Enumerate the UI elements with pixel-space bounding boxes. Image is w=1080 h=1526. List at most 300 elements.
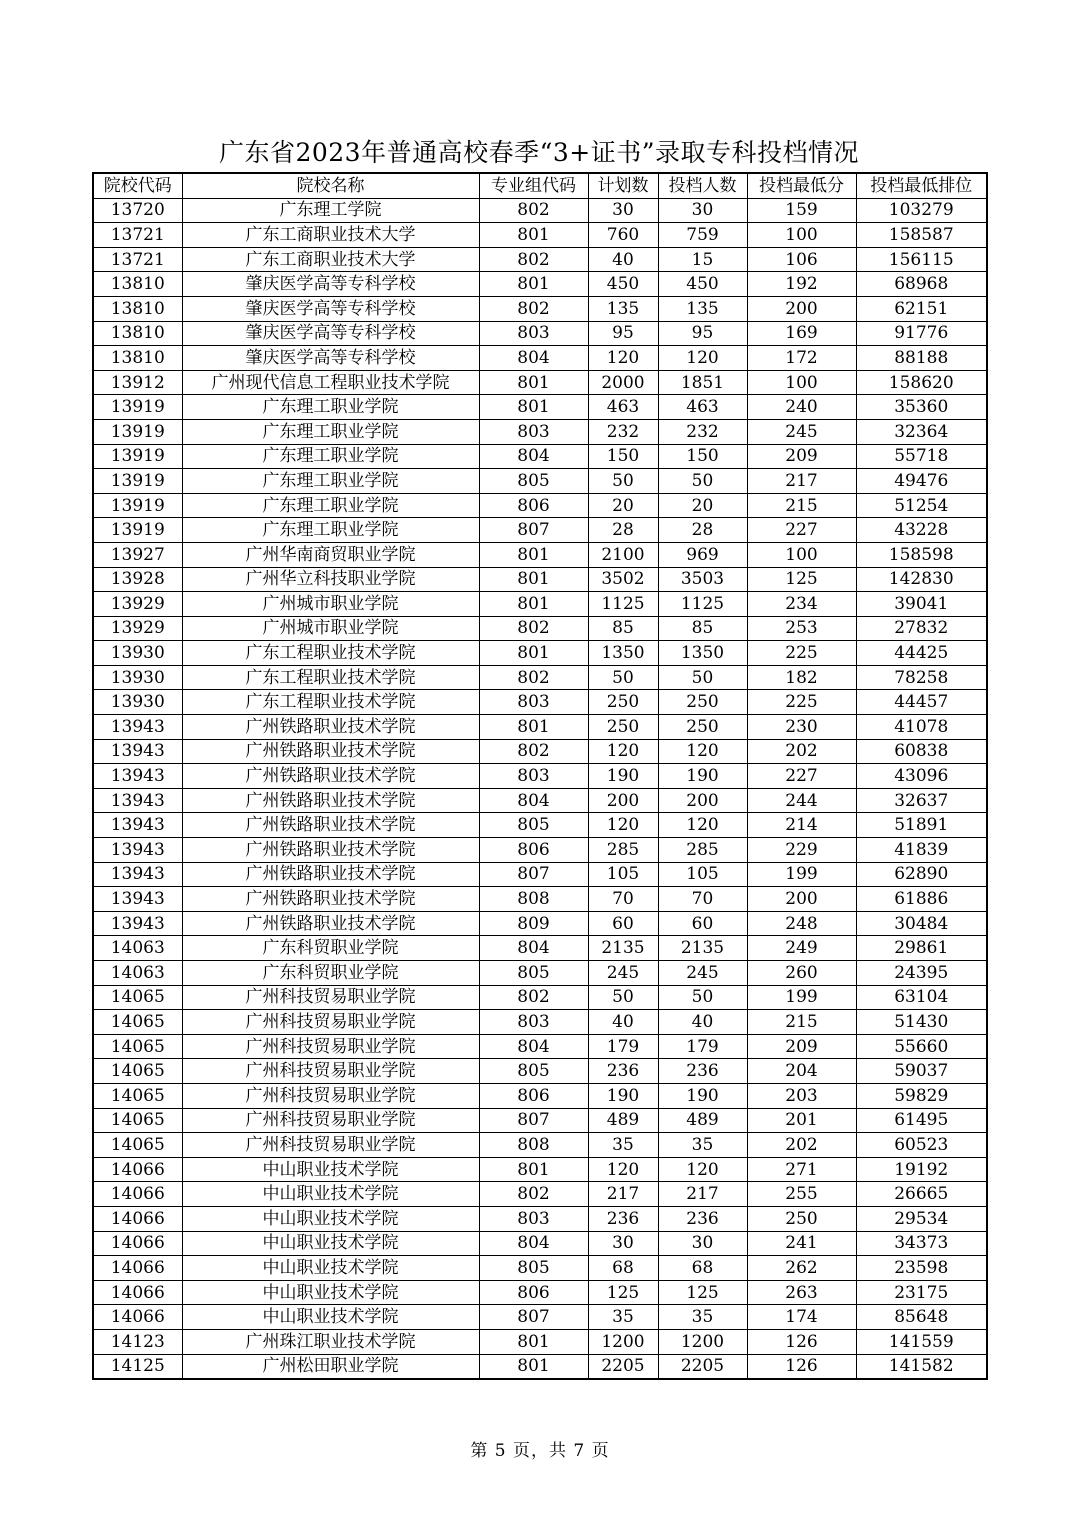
school-name-cell: 中山职业技术学院 — [182, 1280, 479, 1305]
group-code-cell: 801 — [479, 592, 588, 617]
school-name-cell: 广州铁路职业技术学院 — [182, 788, 479, 813]
school-name-cell: 广州城市职业学院 — [182, 592, 479, 617]
admitted-count-cell: 35 — [658, 1133, 747, 1158]
min-score-cell: 230 — [747, 715, 856, 740]
admitted-count-cell: 1200 — [658, 1329, 747, 1354]
school-code-cell: 14066 — [93, 1305, 182, 1330]
header-row — [93, 173, 987, 198]
table-row — [93, 1256, 987, 1281]
admitted-count-cell: 50 — [658, 985, 747, 1010]
group-code-cell: 804 — [479, 1034, 588, 1059]
school-code-cell: 14066 — [93, 1231, 182, 1256]
min-score-cell: 100 — [747, 223, 856, 248]
group-code-cell: 808 — [479, 1133, 588, 1158]
group-code-cell: 806 — [479, 493, 588, 518]
plan-count-cell: 30 — [588, 1231, 658, 1256]
group-code-cell: 804 — [479, 936, 588, 961]
group-code-cell: 805 — [479, 469, 588, 494]
admitted-count-cell: 450 — [658, 272, 747, 297]
plan-count-cell: 125 — [588, 1280, 658, 1305]
table-row — [93, 887, 987, 912]
school-code-cell: 13721 — [93, 247, 182, 272]
admitted-count-cell: 3503 — [658, 567, 747, 592]
plan-count-cell: 190 — [588, 1083, 658, 1108]
min-score-cell: 172 — [747, 346, 856, 371]
min-score-cell: 182 — [747, 665, 856, 690]
min-rank-cell: 59037 — [856, 1059, 987, 1084]
table-row — [93, 936, 987, 961]
plan-count-cell: 1200 — [588, 1329, 658, 1354]
min-score-cell: 215 — [747, 493, 856, 518]
plan-count-cell: 2000 — [588, 370, 658, 395]
school-name-cell: 广州华立科技职业学院 — [182, 567, 479, 592]
min-rank-cell: 41078 — [856, 715, 987, 740]
group-code-cell: 803 — [479, 1010, 588, 1035]
min-score-cell: 249 — [747, 936, 856, 961]
admitted-count-cell: 2135 — [658, 936, 747, 961]
group-code-cell: 807 — [479, 862, 588, 887]
table-row — [93, 247, 987, 272]
table-row — [93, 1231, 987, 1256]
plan-count-cell: 135 — [588, 296, 658, 321]
min-rank-cell: 27832 — [856, 616, 987, 641]
min-score-cell: 199 — [747, 862, 856, 887]
plan-count-cell: 50 — [588, 985, 658, 1010]
school-code-cell: 14065 — [93, 1010, 182, 1035]
group-code-cell: 801 — [479, 272, 588, 297]
school-code-cell: 13919 — [93, 419, 182, 444]
admitted-count-cell: 30 — [658, 198, 747, 223]
group-code-cell: 801 — [479, 567, 588, 592]
group-code-cell: 801 — [479, 1354, 588, 1379]
school-code-cell: 13943 — [93, 788, 182, 813]
school-name-cell: 广东理工职业学院 — [182, 419, 479, 444]
table-row — [93, 395, 987, 420]
min-rank-cell: 51254 — [856, 493, 987, 518]
admitted-count-cell: 245 — [658, 961, 747, 986]
school-name-cell: 中山职业技术学院 — [182, 1256, 479, 1281]
group-code-cell: 801 — [479, 715, 588, 740]
group-code-cell: 802 — [479, 985, 588, 1010]
school-code-cell: 14063 — [93, 961, 182, 986]
school-name-cell: 广州现代信息工程职业技术学院 — [182, 370, 479, 395]
admitted-count-cell: 1851 — [658, 370, 747, 395]
group-code-cell: 804 — [479, 1231, 588, 1256]
school-name-cell: 肇庆医学高等专科学校 — [182, 296, 479, 321]
admitted-count-cell: 120 — [658, 346, 747, 371]
min-rank-cell: 61886 — [856, 887, 987, 912]
plan-count-cell: 250 — [588, 715, 658, 740]
school-code-cell: 14065 — [93, 1034, 182, 1059]
min-rank-cell: 103279 — [856, 198, 987, 223]
group-code-cell: 801 — [479, 1157, 588, 1182]
min-score-cell: 253 — [747, 616, 856, 641]
plan-count-cell: 68 — [588, 1256, 658, 1281]
table-row — [93, 567, 987, 592]
table-row — [93, 1083, 987, 1108]
school-name-cell: 广州松田职业学院 — [182, 1354, 479, 1379]
table-row — [93, 665, 987, 690]
min-score-cell: 174 — [747, 1305, 856, 1330]
table-row — [93, 911, 987, 936]
plan-count-cell: 190 — [588, 764, 658, 789]
min-score-cell: 214 — [747, 813, 856, 838]
min-rank-cell: 156115 — [856, 247, 987, 272]
group-code-cell: 805 — [479, 961, 588, 986]
group-code-cell: 801 — [479, 370, 588, 395]
plan-count-cell: 120 — [588, 346, 658, 371]
school-name-cell: 广东理工职业学院 — [182, 469, 479, 494]
table-row — [93, 838, 987, 863]
school-code-cell: 14066 — [93, 1280, 182, 1305]
min-score-cell: 203 — [747, 1083, 856, 1108]
min-rank-cell: 29861 — [856, 936, 987, 961]
admitted-count-cell: 125 — [658, 1280, 747, 1305]
plan-count-cell: 2135 — [588, 936, 658, 961]
plan-count-cell: 245 — [588, 961, 658, 986]
table-row — [93, 296, 987, 321]
admitted-count-cell: 95 — [658, 321, 747, 346]
plan-count-cell: 28 — [588, 518, 658, 543]
min-rank-cell: 44457 — [856, 690, 987, 715]
admitted-count-cell: 236 — [658, 1206, 747, 1231]
school-code-cell: 13930 — [93, 690, 182, 715]
group-code-cell: 803 — [479, 764, 588, 789]
min-rank-cell: 49476 — [856, 469, 987, 494]
plan-count-cell: 105 — [588, 862, 658, 887]
admitted-count-cell: 1350 — [658, 641, 747, 666]
table-row — [93, 1354, 987, 1379]
plan-count-cell: 2100 — [588, 542, 658, 567]
school-name-cell: 中山职业技术学院 — [182, 1157, 479, 1182]
table-row — [93, 493, 987, 518]
min-rank-cell: 158620 — [856, 370, 987, 395]
plan-count-cell: 236 — [588, 1059, 658, 1084]
school-name-cell: 广州科技贸易职业学院 — [182, 1108, 479, 1133]
table-row — [93, 1010, 987, 1035]
plan-count-cell: 40 — [588, 247, 658, 272]
table-row — [93, 518, 987, 543]
group-code-cell: 802 — [479, 247, 588, 272]
min-score-cell: 250 — [747, 1206, 856, 1231]
school-code-cell: 14066 — [93, 1206, 182, 1231]
group-code-cell: 801 — [479, 1329, 588, 1354]
school-name-cell: 广东工商职业技术大学 — [182, 247, 479, 272]
min-rank-cell: 91776 — [856, 321, 987, 346]
school-code-cell: 13943 — [93, 715, 182, 740]
school-code-cell: 13810 — [93, 321, 182, 346]
min-rank-cell: 141582 — [856, 1354, 987, 1379]
min-rank-cell: 60523 — [856, 1133, 987, 1158]
school-name-cell: 广州科技贸易职业学院 — [182, 1059, 479, 1084]
school-name-cell: 肇庆医学高等专科学校 — [182, 346, 479, 371]
table-row — [93, 469, 987, 494]
min-rank-cell: 44425 — [856, 641, 987, 666]
min-rank-cell: 34373 — [856, 1231, 987, 1256]
plan-count-cell: 35 — [588, 1305, 658, 1330]
school-name-cell: 广东理工学院 — [182, 198, 479, 223]
school-name-cell: 广东工程职业技术学院 — [182, 665, 479, 690]
admitted-count-cell: 217 — [658, 1182, 747, 1207]
admitted-count-cell: 759 — [658, 223, 747, 248]
school-name-cell: 广州科技贸易职业学院 — [182, 1133, 479, 1158]
admitted-count-cell: 285 — [658, 838, 747, 863]
school-code-cell: 14065 — [93, 1133, 182, 1158]
min-rank-cell: 63104 — [856, 985, 987, 1010]
school-code-cell: 13810 — [93, 296, 182, 321]
admitted-count-cell: 120 — [658, 1157, 747, 1182]
plan-count-cell: 60 — [588, 911, 658, 936]
min-score-cell: 229 — [747, 838, 856, 863]
min-rank-cell: 61495 — [856, 1108, 987, 1133]
group-code-cell: 801 — [479, 395, 588, 420]
table-row — [93, 788, 987, 813]
column-header: 投档最低分 — [747, 173, 856, 198]
column-header: 院校代码 — [93, 173, 182, 198]
school-code-cell: 13943 — [93, 862, 182, 887]
table-body — [93, 198, 987, 1379]
min-score-cell: 217 — [747, 469, 856, 494]
table-row — [93, 592, 987, 617]
admitted-count-cell: 68 — [658, 1256, 747, 1281]
min-rank-cell: 43228 — [856, 518, 987, 543]
school-name-cell: 广州城市职业学院 — [182, 616, 479, 641]
admitted-count-cell: 489 — [658, 1108, 747, 1133]
plan-count-cell: 285 — [588, 838, 658, 863]
school-name-cell: 广州铁路职业技术学院 — [182, 764, 479, 789]
admitted-count-cell: 35 — [658, 1305, 747, 1330]
group-code-cell: 802 — [479, 739, 588, 764]
school-code-cell: 14065 — [93, 985, 182, 1010]
table-row — [93, 321, 987, 346]
table-row — [93, 985, 987, 1010]
group-code-cell: 804 — [479, 346, 588, 371]
school-name-cell: 广东理工职业学院 — [182, 493, 479, 518]
school-code-cell: 14123 — [93, 1329, 182, 1354]
min-score-cell: 125 — [747, 567, 856, 592]
plan-count-cell: 85 — [588, 616, 658, 641]
table-row — [93, 764, 987, 789]
min-score-cell: 169 — [747, 321, 856, 346]
min-score-cell: 248 — [747, 911, 856, 936]
min-rank-cell: 62151 — [856, 296, 987, 321]
min-rank-cell: 30484 — [856, 911, 987, 936]
min-score-cell: 159 — [747, 198, 856, 223]
group-code-cell: 803 — [479, 419, 588, 444]
table-row — [93, 715, 987, 740]
admitted-count-cell: 120 — [658, 813, 747, 838]
min-score-cell: 106 — [747, 247, 856, 272]
group-code-cell: 807 — [479, 518, 588, 543]
plan-count-cell: 250 — [588, 690, 658, 715]
school-name-cell: 广东工程职业技术学院 — [182, 641, 479, 666]
plan-count-cell: 150 — [588, 444, 658, 469]
school-name-cell: 广州铁路职业技术学院 — [182, 862, 479, 887]
min-score-cell: 200 — [747, 887, 856, 912]
school-name-cell: 中山职业技术学院 — [182, 1182, 479, 1207]
group-code-cell: 804 — [479, 788, 588, 813]
table-row — [93, 1157, 987, 1182]
table-row — [93, 370, 987, 395]
group-code-cell: 801 — [479, 542, 588, 567]
school-code-cell: 13919 — [93, 444, 182, 469]
admitted-count-cell: 50 — [658, 469, 747, 494]
table-row — [93, 1059, 987, 1084]
admitted-count-cell: 250 — [658, 690, 747, 715]
plan-count-cell: 120 — [588, 1157, 658, 1182]
admitted-count-cell: 250 — [658, 715, 747, 740]
school-name-cell: 广州铁路职业技术学院 — [182, 887, 479, 912]
school-name-cell: 广东理工职业学院 — [182, 395, 479, 420]
plan-count-cell: 179 — [588, 1034, 658, 1059]
table-row — [93, 690, 987, 715]
min-rank-cell: 142830 — [856, 567, 987, 592]
min-rank-cell: 68968 — [856, 272, 987, 297]
admitted-count-cell: 1125 — [658, 592, 747, 617]
min-score-cell: 227 — [747, 518, 856, 543]
school-code-cell: 14063 — [93, 936, 182, 961]
group-code-cell: 803 — [479, 1206, 588, 1231]
school-code-cell: 13810 — [93, 272, 182, 297]
min-rank-cell: 41839 — [856, 838, 987, 863]
min-rank-cell: 24395 — [856, 961, 987, 986]
min-rank-cell: 19192 — [856, 1157, 987, 1182]
table-row — [93, 616, 987, 641]
school-name-cell: 广州铁路职业技术学院 — [182, 715, 479, 740]
school-name-cell: 广东理工职业学院 — [182, 518, 479, 543]
column-header: 专业组代码 — [479, 173, 588, 198]
school-code-cell: 13930 — [93, 641, 182, 666]
min-score-cell: 209 — [747, 444, 856, 469]
min-score-cell: 241 — [747, 1231, 856, 1256]
admitted-count-cell: 150 — [658, 444, 747, 469]
school-name-cell: 中山职业技术学院 — [182, 1206, 479, 1231]
table-row — [93, 1280, 987, 1305]
table-row — [93, 641, 987, 666]
table-row — [93, 223, 987, 248]
table-row — [93, 1329, 987, 1354]
column-header: 投档人数 — [658, 173, 747, 198]
school-code-cell: 13919 — [93, 493, 182, 518]
plan-count-cell: 20 — [588, 493, 658, 518]
min-rank-cell: 26665 — [856, 1182, 987, 1207]
school-code-cell: 13927 — [93, 542, 182, 567]
min-score-cell: 260 — [747, 961, 856, 986]
school-name-cell: 中山职业技术学院 — [182, 1305, 479, 1330]
school-code-cell: 13943 — [93, 911, 182, 936]
min-score-cell: 225 — [747, 641, 856, 666]
admitted-count-cell: 30 — [658, 1231, 747, 1256]
min-score-cell: 199 — [747, 985, 856, 1010]
school-code-cell: 13943 — [93, 838, 182, 863]
school-name-cell: 肇庆医学高等专科学校 — [182, 321, 479, 346]
admitted-count-cell: 463 — [658, 395, 747, 420]
table-row — [93, 862, 987, 887]
group-code-cell: 801 — [479, 223, 588, 248]
admitted-count-cell: 2205 — [658, 1354, 747, 1379]
min-score-cell: 215 — [747, 1010, 856, 1035]
table-row — [93, 346, 987, 371]
school-name-cell: 广东工商职业技术大学 — [182, 223, 479, 248]
plan-count-cell: 95 — [588, 321, 658, 346]
min-rank-cell: 60838 — [856, 739, 987, 764]
school-name-cell: 肇庆医学高等专科学校 — [182, 272, 479, 297]
group-code-cell: 804 — [479, 444, 588, 469]
table-row — [93, 813, 987, 838]
table-row — [93, 1182, 987, 1207]
table-row — [93, 961, 987, 986]
admitted-count-cell: 190 — [658, 764, 747, 789]
school-code-cell: 13929 — [93, 592, 182, 617]
admitted-count-cell: 105 — [658, 862, 747, 887]
admitted-count-cell: 236 — [658, 1059, 747, 1084]
plan-count-cell: 1125 — [588, 592, 658, 617]
admitted-count-cell: 60 — [658, 911, 747, 936]
min-rank-cell: 32637 — [856, 788, 987, 813]
school-code-cell: 13810 — [93, 346, 182, 371]
admitted-count-cell: 200 — [658, 788, 747, 813]
table-row — [93, 542, 987, 567]
min-rank-cell: 51430 — [856, 1010, 987, 1035]
min-score-cell: 126 — [747, 1354, 856, 1379]
group-code-cell: 805 — [479, 813, 588, 838]
group-code-cell: 805 — [479, 1059, 588, 1084]
min-rank-cell: 55660 — [856, 1034, 987, 1059]
min-score-cell: 262 — [747, 1256, 856, 1281]
group-code-cell: 808 — [479, 887, 588, 912]
table-row — [93, 419, 987, 444]
plan-count-cell: 232 — [588, 419, 658, 444]
group-code-cell: 806 — [479, 838, 588, 863]
school-code-cell: 14066 — [93, 1256, 182, 1281]
min-score-cell: 271 — [747, 1157, 856, 1182]
group-code-cell: 802 — [479, 198, 588, 223]
plan-count-cell: 760 — [588, 223, 658, 248]
school-code-cell: 13929 — [93, 616, 182, 641]
school-code-cell: 13919 — [93, 518, 182, 543]
school-name-cell: 广州科技贸易职业学院 — [182, 1010, 479, 1035]
school-code-cell: 13930 — [93, 665, 182, 690]
plan-count-cell: 70 — [588, 887, 658, 912]
min-rank-cell: 59829 — [856, 1083, 987, 1108]
min-score-cell: 201 — [747, 1108, 856, 1133]
plan-count-cell: 50 — [588, 469, 658, 494]
school-name-cell: 广州科技贸易职业学院 — [182, 1034, 479, 1059]
plan-count-cell: 1350 — [588, 641, 658, 666]
school-code-cell: 14066 — [93, 1157, 182, 1182]
school-name-cell: 广州铁路职业技术学院 — [182, 838, 479, 863]
school-code-cell: 13919 — [93, 395, 182, 420]
school-code-cell: 13943 — [93, 739, 182, 764]
min-rank-cell: 23175 — [856, 1280, 987, 1305]
school-code-cell: 14066 — [93, 1182, 182, 1207]
min-score-cell: 202 — [747, 739, 856, 764]
school-code-cell: 13943 — [93, 764, 182, 789]
plan-count-cell: 30 — [588, 198, 658, 223]
group-code-cell: 802 — [479, 1182, 588, 1207]
table-row — [93, 1206, 987, 1231]
min-rank-cell: 88188 — [856, 346, 987, 371]
school-name-cell: 广东科贸职业学院 — [182, 936, 479, 961]
min-rank-cell: 29534 — [856, 1206, 987, 1231]
school-code-cell: 14065 — [93, 1083, 182, 1108]
admitted-count-cell: 179 — [658, 1034, 747, 1059]
school-name-cell: 广州珠江职业技术学院 — [182, 1329, 479, 1354]
group-code-cell: 807 — [479, 1108, 588, 1133]
plan-count-cell: 35 — [588, 1133, 658, 1158]
min-rank-cell: 51891 — [856, 813, 987, 838]
school-code-cell: 13943 — [93, 813, 182, 838]
